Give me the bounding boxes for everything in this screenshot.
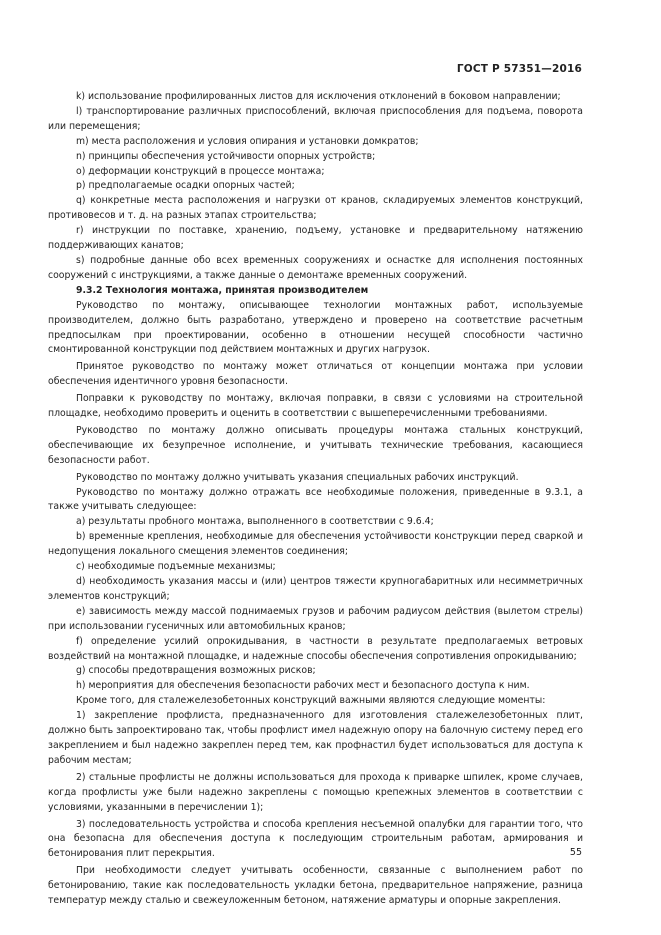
paragraph: При необходимости следует учитывать особенности, связанные с выполнением работ по бетонированию, такие как последовательность укладки бетона, предварительное напряжение, разница температур между сталью и свежеуложенным бетоном, натяжение арматуры и опорные закрепления. bbox=[48, 865, 583, 907]
numbered-item-1: 1) закрепление профлиста, предназначенного для изготовления сталежелезобетонных плит, должно быть запроектировано так, чтобы профлист имел надежную опору на балочную систему перед его закреплением и был надежно закреплен перед тем, как профнастил будет использоваться для доступа к рабочим местам; bbox=[48, 710, 583, 766]
list-item-k: k) использование профилированных листов для исключения отклонений в боковом направлении; bbox=[76, 91, 561, 102]
numbered-item-2: 2) стальные профлисты не должны использоваться для прохода к приварке шпилек, кроме случаев, когда профлисты уже были надежно закреплены с помощью крепежных элементов в соответствии с условиями, указанными в перечислении 1); bbox=[48, 771, 583, 813]
page-body bbox=[48, 90, 583, 909]
paragraph: Руководство по монтажу должно описывать процедуры монтажа стальных конструкций, обеспечивающие их безупречное исполнение, и учитывать технические требования, касающиеся безопасности работ. bbox=[48, 424, 583, 466]
list-item-o: o) деформации конструкций в процессе монтажа; bbox=[76, 165, 325, 177]
paragraph: Кроме того, для сталежелезобетонных конструкций важными являются следующие моменты: bbox=[76, 695, 546, 707]
page-number: 55 bbox=[569, 847, 582, 858]
paragraph: Руководство по монтажу должно учитывать указания специальных рабочих инструкций. bbox=[76, 471, 519, 483]
list-item-r: r) инструкции по поставке, хранению, подъему, установке и предварительному натяжению поддерживающих канатов; bbox=[48, 225, 583, 252]
list-item-n: n) принципы обеспечения устойчивости опорных устройств; bbox=[76, 150, 376, 162]
list-item-e: e) зависимость между массой поднимаемых грузов и рабочим радиусом действия (вылетом стрелы) при использовании гусеничных или автомобильных кранов; bbox=[48, 605, 583, 632]
list-item-m: m) места расположения и условия опирания и установки домкратов; bbox=[76, 135, 419, 147]
list-item-g: g) способы предотвращения возможных рисков; bbox=[76, 665, 316, 677]
paragraph: Принятое руководство по монтажу может отличаться от концепции монтажа при условии обеспечения идентичного уровня безопасности. bbox=[48, 361, 583, 388]
list-item-f: f) определение усилий опрокидывания, в частности в результате предполагаемых ветровых воздействий на монтажной площадке, и надежные способы обеспечения сопротивления опрокидыванию; bbox=[48, 635, 583, 662]
paragraph: Руководство по монтажу, описывающее технологии монтажных работ, используемые производителем, должно быть разработано, утверждено и проверено на соответствие расчетным предпосылкам при проектировании, особенно в отношении несущей способности частично смонтированной конструкции под действием монтажных и других нагрузок. bbox=[48, 299, 583, 356]
list-item-p: p) предполагаемые осадки опорных частей; bbox=[76, 180, 295, 192]
list-item-b: b) временные крепления, необходимые для обеспечения устойчивости конструкции перед сваркой и недопущения локального смещения элементов соединения; bbox=[48, 531, 583, 558]
section-heading: 9.3.2 Технология монтажа, принятая производителем bbox=[76, 284, 369, 296]
list-item-d: d) необходимость указания массы и (или) центров тяжести крупногабаритных или несимметричных элементов конструкций; bbox=[48, 576, 583, 602]
document-id: ГОСТ Р 57351—2016 bbox=[456, 63, 582, 75]
list-item-s: s) подробные данные обо всех временных сооружениях и оснастке для исполнения постоянных сооружений с инструкциями, а также данные о демонтаже временных сооружений. bbox=[48, 254, 583, 281]
paragraph: Поправки к руководству по монтажу, включая поправки, в связи с условиями на строительной площадке, необходимо проверить и оценить в соответствии с вышеперечисленными требованиями. bbox=[48, 393, 583, 420]
numbered-item-3: 3) последовательность устройства и способа крепления несъемной опалубки для гарантии того, что она безопасна для обеспечения доступа к последующим строительным работам, армирования и бетонирования плит перекрытия. bbox=[48, 818, 583, 860]
list-item-h: h) мероприятия для обеспечения безопасности рабочих мест и безопасного доступа к ним. bbox=[76, 680, 530, 692]
list-item-c: c) необходимые подъемные механизмы; bbox=[76, 561, 276, 573]
list-item-q: q) конкретные места расположения и нагрузки от кранов, складируемых элементов конструкций, противовесов и т. д. на разных этапах строительства; bbox=[48, 195, 583, 222]
paragraph: Руководство по монтажу должно отражать все необходимые положения, приведенные в 9.3.1, а также учитывать следующее: bbox=[48, 486, 583, 513]
list-item-a: a) результаты пробного монтажа, выполненного в соответствии с 9.6.4; bbox=[76, 516, 434, 528]
list-item-l: l) транспортирование различных приспособлений, включая приспособления для подъема, поворота или перемещения; bbox=[48, 105, 583, 132]
